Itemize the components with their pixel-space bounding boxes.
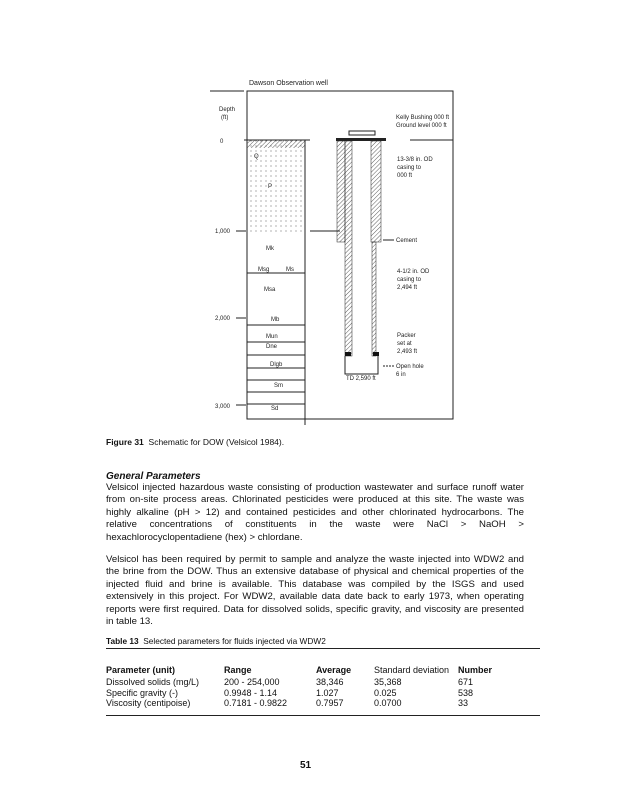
section-title: General Parameters — [106, 471, 201, 482]
header-average: Average — [316, 665, 352, 675]
cell: 1.027 — [316, 687, 339, 698]
table-bottom-rule — [106, 709, 540, 716]
kelly-bushing-label: Kelly Bushing 000 ft — [396, 115, 450, 121]
surface-casing-label-3: 000 ft — [397, 173, 413, 179]
table-caption — [106, 636, 326, 646]
depth-tick-3000: 3,000 — [215, 404, 231, 410]
header-range: Range — [224, 665, 252, 675]
cell: 38,346 — [316, 677, 344, 687]
casing-label-1: 4-1/2 in. OD — [397, 269, 430, 275]
depth-tick-0: 0 — [220, 139, 224, 145]
cell: 33 — [458, 698, 469, 708]
surface-casing-label-2: casing to — [397, 165, 422, 171]
cell: Dissolved solids (mg/L) — [106, 677, 200, 687]
table-caption-label: Table 13 — [106, 636, 139, 646]
open-hole-label-1: Open hole — [396, 364, 424, 370]
header-parameter: Parameter (unit) — [106, 665, 176, 675]
formation-mb: Mb — [271, 317, 280, 323]
parameters-table — [106, 648, 540, 716]
formation-mun: Mun — [266, 334, 278, 340]
ground-level-label: Ground level 000 ft — [396, 123, 447, 129]
formation-dne: Dne — [266, 344, 278, 350]
header-std-dev: Standard deviation — [374, 665, 450, 675]
header-number: Number — [458, 665, 493, 675]
table-row — [106, 688, 540, 699]
formation-p: P — [268, 184, 273, 190]
table-row — [106, 698, 540, 709]
formation-mk: Mk — [266, 246, 274, 252]
cell: 671 — [458, 677, 474, 687]
figure-title: Dawson Observation well — [249, 80, 328, 87]
cell: 0.0700 — [374, 698, 402, 708]
cement-label: Cement — [396, 238, 418, 244]
formation-sd: Sd — [271, 406, 279, 412]
formation-msa: Msa — [264, 287, 276, 293]
figure-caption — [106, 437, 284, 447]
cell: 0.7181 - 0.9822 — [224, 698, 288, 708]
casing-label-2: casing to — [397, 277, 422, 283]
figure-caption-text: Schematic for DOW (Velsicol 1984). — [148, 437, 285, 447]
page-number: 51 — [300, 760, 312, 771]
depth-tick-1000: 1,000 — [215, 229, 231, 235]
formation-msg: Msg — [258, 267, 270, 273]
paragraph-1: Velsicol injected hazardous waste consisting of production wastewater and surface runoff water from on-site process areas. Chlorinated pesticides were produced at this site. The waste was highly alkaline (pH > 12) and contained pesticides and other chlorinated hydrocarbons. The relative concentrations of constituents in the waste were NaCl > NaOH > hexachlorocyclopentadiene (hex) > chlordane. — [106, 482, 524, 543]
td-label: TD 2,590 ft — [346, 376, 376, 382]
formation-q: Q — [254, 154, 259, 160]
cell: 538 — [458, 687, 474, 698]
table-row — [106, 677, 540, 688]
cell: 35,368 — [374, 677, 402, 687]
cell: Specific gravity (-) — [106, 687, 179, 698]
open-hole-label-2: 6 in — [396, 372, 406, 378]
depth-label: Depth — [219, 107, 236, 113]
cell: 0.9948 - 1.14 — [224, 687, 278, 698]
packer-label-2: set at — [397, 341, 412, 347]
depth-tick-2000: 2,000 — [215, 316, 231, 322]
cell: 0.025 — [374, 687, 397, 698]
cell: Viscosity (centipoise) — [106, 698, 191, 708]
packer-label-3: 2,493 ft — [397, 349, 418, 355]
depth-unit: (ft) — [221, 115, 229, 121]
packer-label-1: Packer — [397, 333, 416, 339]
table-header-row — [106, 649, 540, 678]
formation-dlgb: Dlgb — [270, 362, 283, 368]
formation-sm: Sm — [274, 383, 283, 389]
formation-ms: Ms — [286, 267, 294, 273]
surface-casing-label-1: 13-3/8 in. OD — [397, 157, 433, 163]
casing-label-3: 2,494 ft — [397, 285, 418, 291]
cell: 200 - 254,000 — [224, 677, 280, 687]
table-caption-text: Selected parameters for fluids injected via WDW2 — [143, 636, 326, 646]
figure-caption-label: Figure 31 — [106, 437, 144, 447]
cell: 0.7957 — [316, 698, 344, 708]
paragraph-2: Velsicol has been required by permit to sample and analyze the waste injected into WDW2 and the brine from the DOW. Thus an extensive database of physical and chemical properties of the injected fluid and brine is available. This database was compiled by the ISGS and used extensively in this project. For WDW2, available data date back to early 1973, when operating reports were first required. Data for dissolved solids, specific gravity, and viscosity are presented in table 13. — [106, 554, 524, 628]
